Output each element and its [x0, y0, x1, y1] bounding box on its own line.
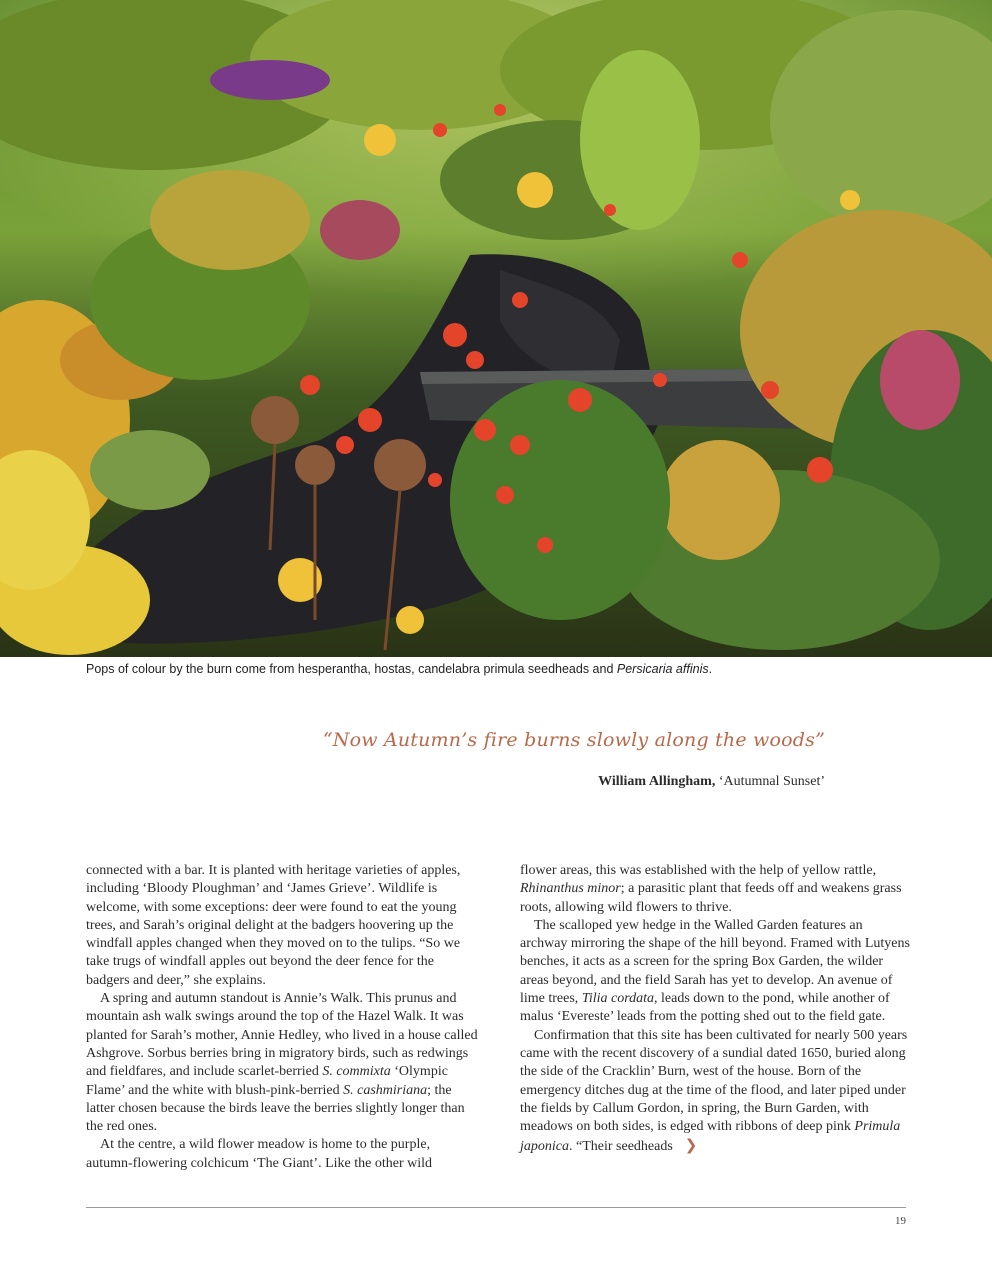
- right-p1-a: flower areas, this was established with the help of yellow rattle,: [520, 863, 877, 878]
- right-paragraph-3: [520, 1027, 912, 1157]
- right-p2-a: The scalloped yew hedge in the Walled Garden features an archway mirroring the shape of the hill beyond. Framed with Lutyens benches, it acts as a screen for the spring Box Garden, the wilder areas beyond, and the field Sarah has yet to develop. An avenue of lime trees,: [520, 917, 910, 1007]
- right-p3-italic: Primula japonica: [520, 1119, 901, 1155]
- right-paragraph-2: [520, 917, 912, 1027]
- footer-rule: [86, 1207, 906, 1208]
- right-p3-a: Confirmation that this site has been cultivated for nearly 500 years came with the recent discovery of a sundial dated 1650, buried along the side of the Cracklin’ Burn, west of the house. Born of the emergency ditches dug at the time of the flood, and later piped under the fields by Callum Gordon, in spring, the Burn Garden, with meadows on both sides, is edged with ribbons of deep pink: [520, 1027, 908, 1135]
- left-p2-b: ‘Olympic Flame’ and the white with blush-pink-berried: [86, 1064, 448, 1098]
- right-paragraph-1: [520, 862, 912, 917]
- caption-italic: Persicaria affinis: [616, 662, 709, 676]
- quote-attribution: [300, 774, 825, 790]
- page-number: 19: [895, 1215, 906, 1227]
- left-column: [86, 862, 478, 1173]
- left-paragraph-1: connected with a bar. It is planted with heritage varieties of apples, including ‘Bloody Ploughman’ and ‘James Grieve’. Wildlife is welcome, with some exceptions: deer were found to eat the young trees, and Sarah’s original delight at the badgers hoovering up the windfall apples changed when they moved on to the tulips. “So we take trugs of windfall apples out beyond the deer fence for the badgers and deer,” she explains.: [86, 863, 461, 988]
- left-p2-italic-1: S. commixta: [322, 1064, 391, 1080]
- right-p1-b: ; a parasitic plant that feeds off and weakens grass roots, allowing wild flowers to thrive.: [520, 881, 902, 915]
- right-p1-italic: Rhinanthus minor: [520, 881, 621, 897]
- caption-text: Pops of colour by the burn come from hesperantha, hostas, candelabra primula seedheads and: [86, 662, 617, 676]
- chevron-right-icon: ❯: [684, 1136, 698, 1155]
- photo-caption: [86, 662, 916, 676]
- left-p2-italic-2: S. cashmiriana: [343, 1082, 428, 1098]
- left-p2-a: A spring and autumn standout is Annie’s Walk. This prunus and mountain ash walk swings around the top of the Hazel Walk. It was planted for Sarah’s mother, Annie Hedley, who lived in a house called Ashgrove. Sorbus berries bring in migratory birds, such as redwings and fieldfares, and include scarlet-berried: [86, 991, 478, 1080]
- left-paragraph-3: At the centre, a wild flower meadow is home to the purple, autumn-flowering colchicum ‘The Giant’. Like the other wild: [86, 1137, 433, 1171]
- right-column: [520, 862, 912, 1157]
- left-paragraph-2: [86, 990, 478, 1136]
- right-p3-b: . “Their seedheads: [569, 1139, 673, 1155]
- right-p2-b: , leads down to the pond, while another of malus ‘Evereste’ leads from the potting shed out to the field gate.: [520, 991, 890, 1025]
- left-p2-c: ; the latter chosen because the birds leave the berries slightly longer than the red ones.: [86, 1082, 465, 1135]
- quote-author: William Allingham,: [598, 774, 716, 789]
- caption-end: .: [708, 662, 713, 676]
- quote-work: ‘Autumnal Sunset’: [718, 774, 825, 789]
- pull-quote: “Now Autumn’s fire burns slowly along the woods”: [322, 729, 825, 751]
- right-p2-italic: Tilia cordata: [581, 991, 655, 1007]
